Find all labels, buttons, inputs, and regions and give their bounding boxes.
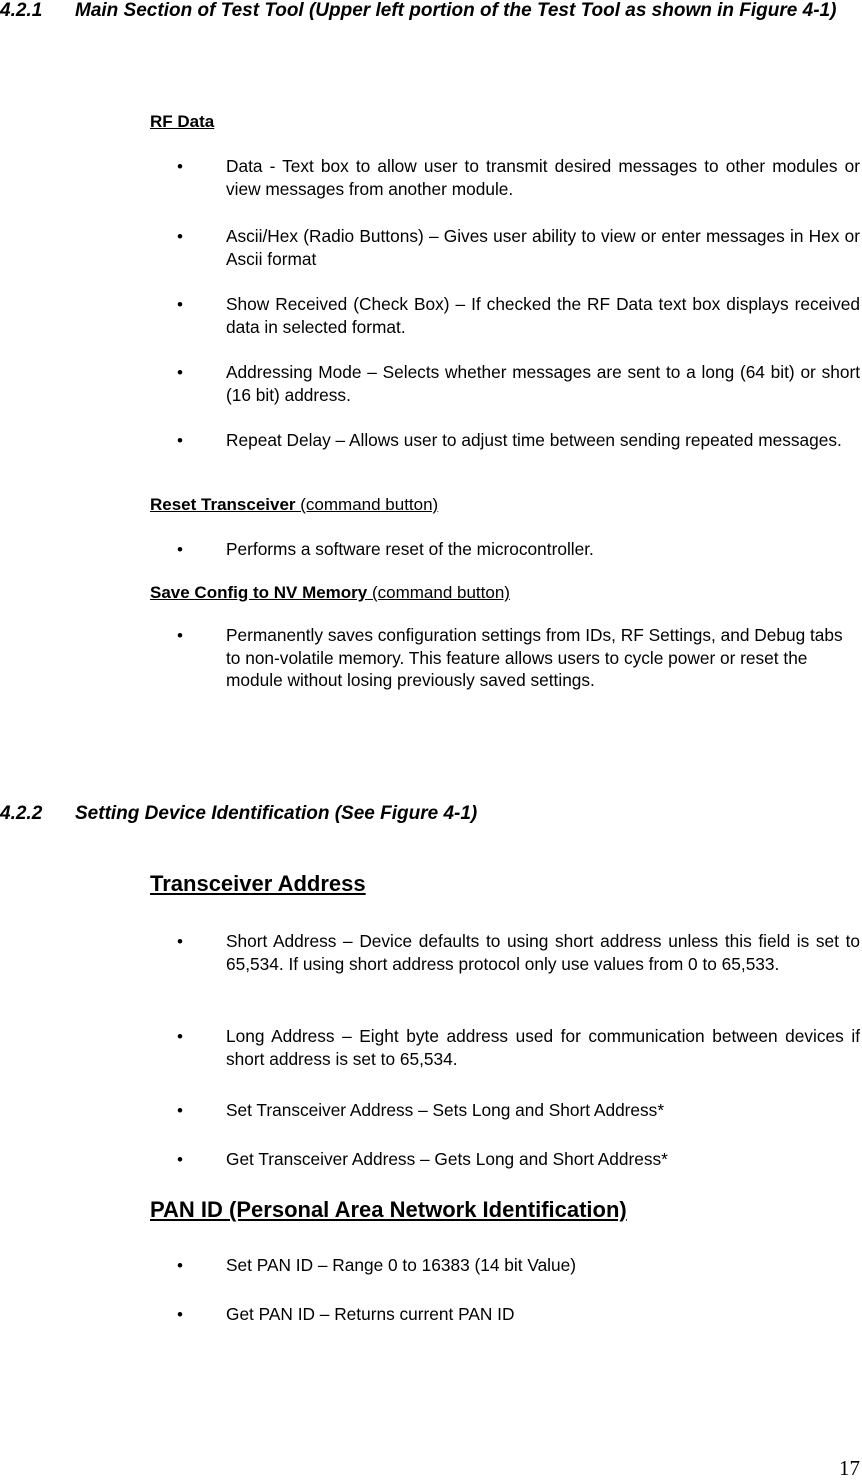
bullet-icon: •	[177, 227, 183, 246]
transceiver-address-bullet-1: Short Address – Device defaults to using short address unless this field is set to 65,534. If using short address protocol only use values from 0 to 65,533.	[226, 931, 860, 974]
rf-data-bullet-1: Data - Text box to allow user to transmit desired messages to other modules or view messages from another module.	[226, 156, 860, 199]
bullet-icon: •	[177, 157, 183, 176]
rf-data-bullet-2: Ascii/Hex (Radio Buttons) – Gives user ability to view or enter messages in Hex or Ascii format	[226, 226, 860, 269]
save-config-heading: Save Config to NV Memory (command button)	[150, 583, 510, 602]
transceiver-address-bullet-4: Get Transceiver Address – Gets Long and Short Address*	[226, 1149, 668, 1169]
pan-id-bullet-2: Get PAN ID – Returns current PAN ID	[226, 1304, 515, 1324]
transceiver-address-heading: Transceiver Address	[150, 871, 366, 896]
rf-data-bullet-4: Addressing Mode – Selects whether messages are sent to a long (64 bit) or short (16 bit) address.	[226, 362, 860, 405]
transceiver-address-bullet-3: Set Transceiver Address – Sets Long and Short Address*	[226, 1100, 665, 1120]
page-number: 17	[839, 1456, 860, 1480]
bullet-icon: •	[177, 540, 183, 559]
bullet-icon: •	[177, 431, 183, 450]
bullet-icon: •	[177, 1150, 183, 1169]
rf-data-bullet-3: Show Received (Check Box) – If checked the RF Data text box displays received data in selected format.	[226, 294, 860, 337]
bullet-icon: •	[177, 1101, 183, 1120]
rf-data-heading: RF Data	[150, 112, 215, 131]
transceiver-address-bullet-2: Long Address – Eight byte address used for communication between devices if short address is set to 65,534.	[226, 1026, 860, 1069]
section-number-4-2-2: 4.2.2	[0, 803, 43, 824]
section-title-4-2-2: Setting Device Identification (See Figure 4-1)	[75, 803, 478, 824]
bullet-icon: •	[177, 363, 183, 382]
reset-transceiver-bullet-1: Performs a software reset of the microcontroller.	[226, 539, 594, 559]
pan-id-heading: PAN ID (Personal Area Network Identification)	[150, 1197, 627, 1222]
section-number-4-2-1: 4.2.1	[0, 0, 43, 21]
rf-data-bullet-5: Repeat Delay – Allows user to adjust time between sending repeated messages.	[226, 430, 842, 450]
save-config-bullet-1: Permanently saves configuration settings from IDs, RF Settings, and Debug tabs to non-volatile memory. This feature allows users to cycle power or reset the module without losing previously saved settings.	[226, 625, 843, 690]
bullet-icon: •	[177, 932, 183, 951]
bullet-icon: •	[177, 626, 183, 645]
bullet-icon: •	[177, 295, 183, 314]
bullet-icon: •	[177, 1305, 183, 1324]
pan-id-bullet-1: Set PAN ID – Range 0 to 16383 (14 bit Value)	[226, 1255, 576, 1275]
reset-transceiver-heading: Reset Transceiver (command button)	[150, 495, 439, 514]
bullet-icon: •	[177, 1256, 183, 1275]
bullet-icon: •	[177, 1027, 183, 1046]
section-title-4-2-1: Main Section of Test Tool (Upper left portion of the Test Tool as shown in Figure 4-1)	[75, 0, 837, 21]
